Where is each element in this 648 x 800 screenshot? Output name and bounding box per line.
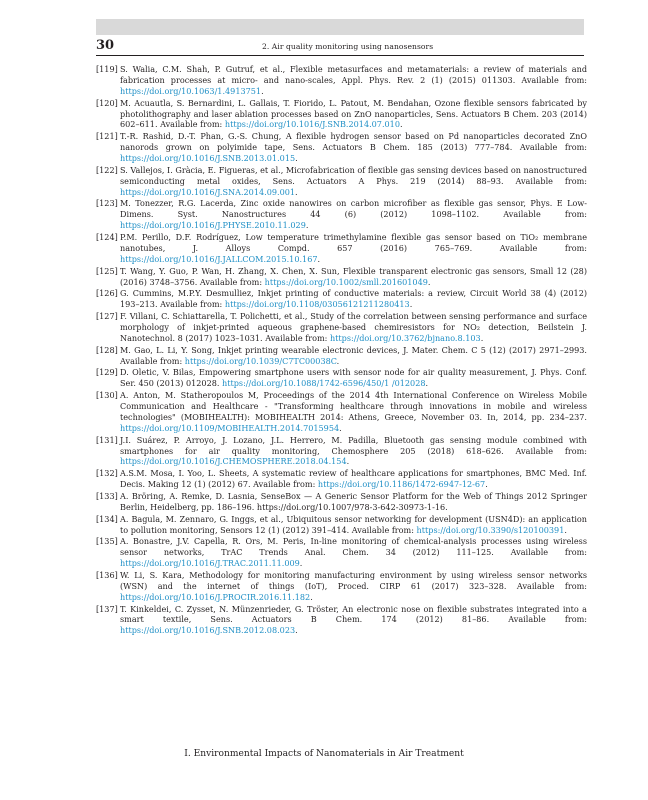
reference-entry <box>96 198 587 231</box>
reference-text: A.S.M. Mosa, I. Yoo, L. Sheets, A systematic review of healthcare applications for smartphones, BMC Med. Inf. Decis. Making 12 (1) (2012) 67. Available from: <box>120 468 587 490</box>
reference-entry <box>96 345 587 367</box>
reference-text: M. Tonezzer, R.G. Lacerda, Zinc oxide nanowires on carbon microfiber as flexible gas sensor, Phys. E Low-Dimens. Syst. Nanostructures 44 (6) (2012) 1098–1102. Available from: <box>120 198 587 220</box>
reference-number: [133] <box>96 490 118 501</box>
reference-text: S. Walia, C.M. Shah, P. Gutruf, et al., Flexible metasurfaces and metamaterials: a review of materials and fabrication processes at micro- and nano-scales, Appl. Phys. Rev. 2 (1) (2015) 011303. Available from: <box>120 64 587 85</box>
reference-end-punctuation: . <box>480 332 484 343</box>
reference-entry <box>96 232 587 265</box>
reference-text: M. Acuautla, S. Bernardini, L. Gallais, T. Fiorido, L. Patout, M. Bendahan, Ozone flexible sensors fabricated by photolithography and laser ablation processes based on ZnO nanoparticles, Sens. Actuators B Chem. 203 (2014) 602–611. Available from: <box>120 97 587 130</box>
doi-link[interactable]: https://doi.org/10.3390/s120100391 <box>416 524 565 535</box>
doi-link[interactable]: https://doi.org/10.1016/J.TRAC.2011.11.009 <box>120 558 300 569</box>
doi-link[interactable]: https://doi.org/10.1016/J.SNB.2013.01.015 <box>120 153 296 164</box>
reference-end-punctuation: . <box>336 355 340 366</box>
header-rule <box>96 55 584 56</box>
doi-link[interactable]: https://doi.org/10.1016/J.CHEMOSPHERE.2018.04.154 <box>120 456 347 467</box>
reference-end-punctuation: . <box>317 253 321 264</box>
doi-link[interactable]: https://doi.org/10.1016/J.SNB.2014.07.010 <box>224 119 400 130</box>
reference-number: [119] <box>96 64 118 74</box>
reference-number: [122] <box>96 164 118 175</box>
reference-entry <box>96 64 587 97</box>
reference-entry <box>96 491 587 513</box>
reference-entry <box>96 604 587 637</box>
doi-link[interactable]: https://doi.org/10.1088/1742-6596/450/1 /012028 <box>222 378 426 389</box>
reference-number: [124] <box>96 232 118 243</box>
reference-number: [127] <box>96 311 118 322</box>
doi-link[interactable]: https://doi.org/10.1016/J.SNB.2012.08.023 <box>120 625 296 636</box>
reference-text: S. Vallejos, I. Gràcia, E. Figueras, et al., Microfabrication of flexible gas sensing devices based on nanostructured semiconducting metal oxides, Sens. Actuators A Phys. 219 (2014) 88–93. Available from: <box>120 164 587 186</box>
reference-list <box>96 64 587 637</box>
reference-number: [135] <box>96 536 118 547</box>
reference-text: P.M. Perillo, D.F. Rodríguez, Low temperature trimethylamine flexible gas sensor based on TiO₂ membrane nanotubes, J. Alloys Compd. 657 (2016) 765–769. Available from: <box>120 232 587 253</box>
reference-number: [136] <box>96 569 118 580</box>
reference-end-punctuation: . <box>427 276 431 287</box>
doi-link[interactable]: https://doi.org/10.1108/03056121211280413 <box>224 299 410 310</box>
reference-text: T. Kinkeldei, C. Zysset, N. Münzenrieder, G. Tröster, An electronic nose on flexible substrates integrated into a smart textile, Sens. Actuators B Chem. 174 (2012) 81–86. Available from: <box>120 603 587 625</box>
reference-entry <box>96 131 587 164</box>
reference-end-punctuation: . <box>305 220 309 231</box>
reference-number: [130] <box>96 390 118 401</box>
reference-number: [137] <box>96 603 118 614</box>
page-number: 30 <box>96 38 115 53</box>
reference-text: G. Cummins, M.P.Y. Desmulliez, Inkjet printing of conductive materials: a review, Circuit World 38 (4) (2012) 193–213. Available from: <box>120 288 587 310</box>
footer-part-title: I. Environmental Impacts of Nanomaterials in Air Treatment <box>184 749 464 759</box>
reference-end-punctuation: . <box>485 479 488 490</box>
reference-entry <box>96 266 587 288</box>
reference-text: T.-R. Rashid, D.-T. Phan, G.-S. Chung, A flexible hydrogen sensor based on Pd nanoparticles decorated ZnO nanorods grown on polyimide tape, Sens. Actuators B Chem. 185 (2013) 777–784. Available from: <box>120 131 587 153</box>
reference-end-punctuation: . <box>425 378 429 389</box>
reference-end-punctuation: . <box>564 524 567 535</box>
reference-entry <box>96 468 587 490</box>
doi-link[interactable]: https://doi.org/10.1002/smll.201601049 <box>264 276 428 287</box>
reference-end-punctuation: . <box>295 625 298 636</box>
reference-entry <box>96 165 587 198</box>
doi-link[interactable]: https://doi.org/10.1016/J.PHYSE.2010.11.029 <box>120 220 306 231</box>
reference-entry <box>96 536 587 569</box>
reference-number: [123] <box>96 198 118 209</box>
reference-entry <box>96 311 587 344</box>
reference-entry <box>96 514 587 536</box>
doi-link[interactable]: https://doi.org/10.1039/C7TC00038C <box>184 355 337 366</box>
reference-number: [121] <box>96 131 118 142</box>
reference-end-punctuation: . <box>295 153 298 164</box>
reference-text: F. Villani, C. Schiattarella, T. Polichetti, et al., Study of the correlation between sensing performance and surface morphology of inkjet-printed aqueous graphene-based chemiresistors for NO₂ detection, Beilstein J. Nanotechnol. 8 (2017) 1023–1031. Available from: <box>120 311 587 343</box>
header-band <box>96 19 584 35</box>
reference-text: A. Bröring, A. Remke, D. Lasnia, SenseBox — A Generic Sensor Platform for the Web of Things 2012 Springer Berlin, Heidelberg, pp. 186–196. https://doi.org/10.1007/978-3-642-30973-1-16. <box>120 490 587 512</box>
reference-text: W. Li, S. Kara, Methodology for monitoring manufacturing environment by using wireless sensor networks (WSN) and the internet of things (IoT), Proced. CIRP 61 (2017) 323–328. Available from: <box>120 569 587 591</box>
reference-entry <box>96 570 587 603</box>
reference-number: [132] <box>96 468 118 479</box>
reference-number: [120] <box>96 97 118 108</box>
doi-link[interactable]: https://doi.org/10.1016/J.PROCIR.2016.11.182 <box>120 591 311 602</box>
reference-text: M. Gao, L. Li, Y. Song, Inkjet printing wearable electronic devices, J. Mater. Chem. C 5 (12) (2017) 2971–2993. Available from: <box>120 344 587 366</box>
reference-number: [134] <box>96 513 118 524</box>
reference-end-punctuation: . <box>310 591 313 602</box>
reference-entry <box>96 288 587 310</box>
reference-number: [131] <box>96 434 118 445</box>
doi-link[interactable]: https://doi.org/10.3762/bjnano.8.103 <box>329 332 481 343</box>
doi-link[interactable]: https://doi.org/10.1186/1472-6947-12-67 <box>317 479 486 490</box>
reference-number: [128] <box>96 344 118 355</box>
doi-link[interactable]: https://doi.org/10.1063/1.4913751 <box>120 85 262 96</box>
reference-end-punctuation: . <box>399 119 403 130</box>
reference-entry <box>96 98 587 131</box>
reference-text: J.I. Suárez, P. Arroyo, J. Lozano, J.L. Herrero, M. Padilla, Bluetooth gas sensing module combined with smartphones for air quality monitoring, Chemosphere 205 (2018) 618–626. Available from: <box>120 434 587 456</box>
reference-end-punctuation: . <box>261 85 264 96</box>
reference-end-punctuation: . <box>409 299 413 310</box>
reference-end-punctuation: . <box>346 456 350 467</box>
reference-text: D. Oletic, V. Bilas, Empowering smartphone users with sensor node for air quality measurement, J. Phys. Conf. Ser. 450 (2013) 012028. <box>120 367 587 389</box>
reference-end-punctuation: . <box>299 558 303 569</box>
running-head: 2. Air quality monitoring using nanosensors <box>262 42 434 51</box>
reference-number: [129] <box>96 367 118 378</box>
reference-number: [126] <box>96 288 118 299</box>
reference-number: [125] <box>96 265 118 276</box>
reference-entry <box>96 435 587 468</box>
reference-text: T. Wang, Y. Guo, P. Wan, H. Zhang, X. Chen, X. Sun, Flexible transparent electronic gas sensors, Small 12 (28) (2016) 3748–3756. Available from: <box>120 265 587 287</box>
reference-text: A. Anton, M. Statheropoulos M, Proceedings of the 2014 4th International Conference on Wireless Mobile Communication and Healthcare - "Transforming healthcare through innovations in mobile and wireless technologies" (MOBIHEALTH): MOBIHEALTH 2014: Athens, Greece, November 03. In, 2014, pp. 234–237. <box>120 390 587 422</box>
doi-link[interactable]: https://doi.org/10.1016/J.JALLCOM.2015.10.167 <box>120 253 318 264</box>
doi-link[interactable]: https://doi.org/10.1109/MOBIHEALTH.2014.7015954 <box>120 422 340 433</box>
reference-entry <box>96 367 587 389</box>
reference-text: A. Bonastre, J.V. Capella, R. Ors, M. Peris, In-line monitoring of chemical-analysis processes using wireless sensor networks, TrAC Trends Anal. Chem. 34 (2012) 111–125. Available from: <box>120 536 587 558</box>
doi-link[interactable]: https://doi.org/10.1016/J.SNA.2014.09.001 <box>120 186 296 197</box>
reference-text: A. Bagula, M. Zennaro, G. Inggs, et al., Ubiquitous sensor networking for development (USN4D): an application to pollution monitoring, Sensors 12 (1) (2012) 391–414. Available from: <box>120 513 587 535</box>
reference-entry <box>96 390 587 434</box>
reference-end-punctuation: . <box>339 422 342 433</box>
reference-end-punctuation: . <box>295 186 298 197</box>
